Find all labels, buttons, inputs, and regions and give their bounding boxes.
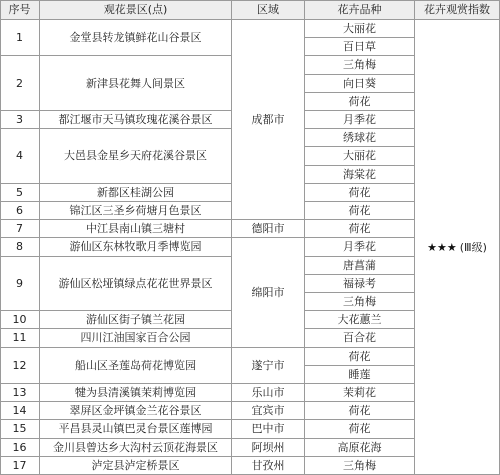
flower-variety: 荷花 bbox=[305, 220, 415, 238]
flower-variety: 月季花 bbox=[305, 238, 415, 256]
header-spot: 观花景区(点) bbox=[40, 0, 232, 20]
flower-variety: 荷花 bbox=[305, 93, 415, 111]
flower-variety: 三角梅 bbox=[305, 293, 415, 311]
scenic-spot-name: 新都区桂湖公园 bbox=[40, 184, 232, 202]
header-index: 花卉观赏指数 bbox=[415, 0, 500, 20]
flower-variety: 百合花 bbox=[305, 329, 415, 347]
rating-stars: ★★★ bbox=[427, 240, 457, 254]
scenic-spot-name: 游仙区松垭镇绿点花花世界景区 bbox=[40, 257, 232, 312]
row-number: 6 bbox=[0, 202, 40, 220]
region-name: 遂宁市 bbox=[232, 348, 305, 384]
scenic-spot-name: 都江堰市天马镇玫瑰花溪谷景区 bbox=[40, 111, 232, 129]
region-name: 德阳市 bbox=[232, 220, 305, 238]
row-number: 2 bbox=[0, 56, 40, 111]
row-number: 14 bbox=[0, 402, 40, 420]
rating-index bbox=[415, 20, 500, 475]
flower-variety: 荷花 bbox=[305, 402, 415, 420]
scenic-spot-name: 游仙区街子镇兰花园 bbox=[40, 311, 232, 329]
scenic-spot-name: 游仙区东林牧歌月季博览园 bbox=[40, 238, 232, 256]
row-number: 17 bbox=[0, 457, 40, 475]
row-number: 5 bbox=[0, 184, 40, 202]
scenic-spot-name: 四川江油国家百合公园 bbox=[40, 329, 232, 347]
flower-variety: 大花蕙兰 bbox=[305, 311, 415, 329]
scenic-spot-name: 大邑县金星乡天府花溪谷景区 bbox=[40, 129, 232, 184]
header-no: 序号 bbox=[0, 0, 40, 20]
scenic-spot-name: 翠屏区金坪镇金兰花谷景区 bbox=[40, 402, 232, 420]
flower-variety: 荷花 bbox=[305, 348, 415, 366]
flower-variety: 高原花海 bbox=[305, 439, 415, 457]
row-number: 12 bbox=[0, 348, 40, 384]
flower-variety: 海棠花 bbox=[305, 166, 415, 184]
header-region: 区域 bbox=[232, 0, 305, 20]
row-number: 16 bbox=[0, 439, 40, 457]
region-name: 成都市 bbox=[232, 20, 305, 220]
flower-variety: 向日葵 bbox=[305, 75, 415, 93]
scenic-spot-name: 泸定县泸定桥景区 bbox=[40, 457, 232, 475]
scenic-spot-name: 犍为县清溪镇茉莉博览园 bbox=[40, 384, 232, 402]
flower-variety: 荷花 bbox=[305, 420, 415, 438]
scenic-spot-name: 锦江区三圣乡荷塘月色景区 bbox=[40, 202, 232, 220]
flower-variety: 大丽花 bbox=[305, 147, 415, 165]
scenic-spot-name: 金川县曾达乡大沟村云顶花海景区 bbox=[40, 439, 232, 457]
row-number: 15 bbox=[0, 420, 40, 438]
flower-variety: 茉莉花 bbox=[305, 384, 415, 402]
flower-variety: 三角梅 bbox=[305, 457, 415, 475]
flower-variety: 睡莲 bbox=[305, 366, 415, 384]
region-name: 甘孜州 bbox=[232, 457, 305, 475]
scenic-spot-name: 平昌县灵山镇巴灵台景区莲博园 bbox=[40, 420, 232, 438]
row-number: 8 bbox=[0, 238, 40, 256]
row-number: 7 bbox=[0, 220, 40, 238]
header-variety: 花卉品种 bbox=[305, 0, 415, 20]
rating-grade: (Ⅲ级) bbox=[459, 240, 487, 254]
region-name: 乐山市 bbox=[232, 384, 305, 402]
flower-variety: 福禄考 bbox=[305, 275, 415, 293]
region-name: 阿坝州 bbox=[232, 439, 305, 457]
row-number: 13 bbox=[0, 384, 40, 402]
row-number: 10 bbox=[0, 311, 40, 329]
scenic-spot-name: 金堂县转龙镇鲜花山谷景区 bbox=[40, 20, 232, 56]
row-number: 11 bbox=[0, 329, 40, 347]
row-number: 1 bbox=[0, 20, 40, 56]
flower-variety: 荷花 bbox=[305, 202, 415, 220]
flower-variety: 月季花 bbox=[305, 111, 415, 129]
row-number: 3 bbox=[0, 111, 40, 129]
flower-variety: 荷花 bbox=[305, 184, 415, 202]
region-name: 宜宾市 bbox=[232, 402, 305, 420]
region-name: 巴中市 bbox=[232, 420, 305, 438]
region-name: 绵阳市 bbox=[232, 238, 305, 347]
scenic-spot-name: 新津县花舞人间景区 bbox=[40, 56, 232, 111]
flower-variety: 三角梅 bbox=[305, 56, 415, 74]
scenic-spot-name: 船山区圣莲岛荷花博览园 bbox=[40, 348, 232, 384]
scenic-spot-name: 中江县南山镇三塘村 bbox=[40, 220, 232, 238]
flower-variety: 绣球花 bbox=[305, 129, 415, 147]
flower-variety: 百日草 bbox=[305, 38, 415, 56]
flower-variety: 大丽花 bbox=[305, 20, 415, 38]
flower-variety: 唐菖蒲 bbox=[305, 257, 415, 275]
row-number: 4 bbox=[0, 129, 40, 184]
row-number: 9 bbox=[0, 257, 40, 312]
